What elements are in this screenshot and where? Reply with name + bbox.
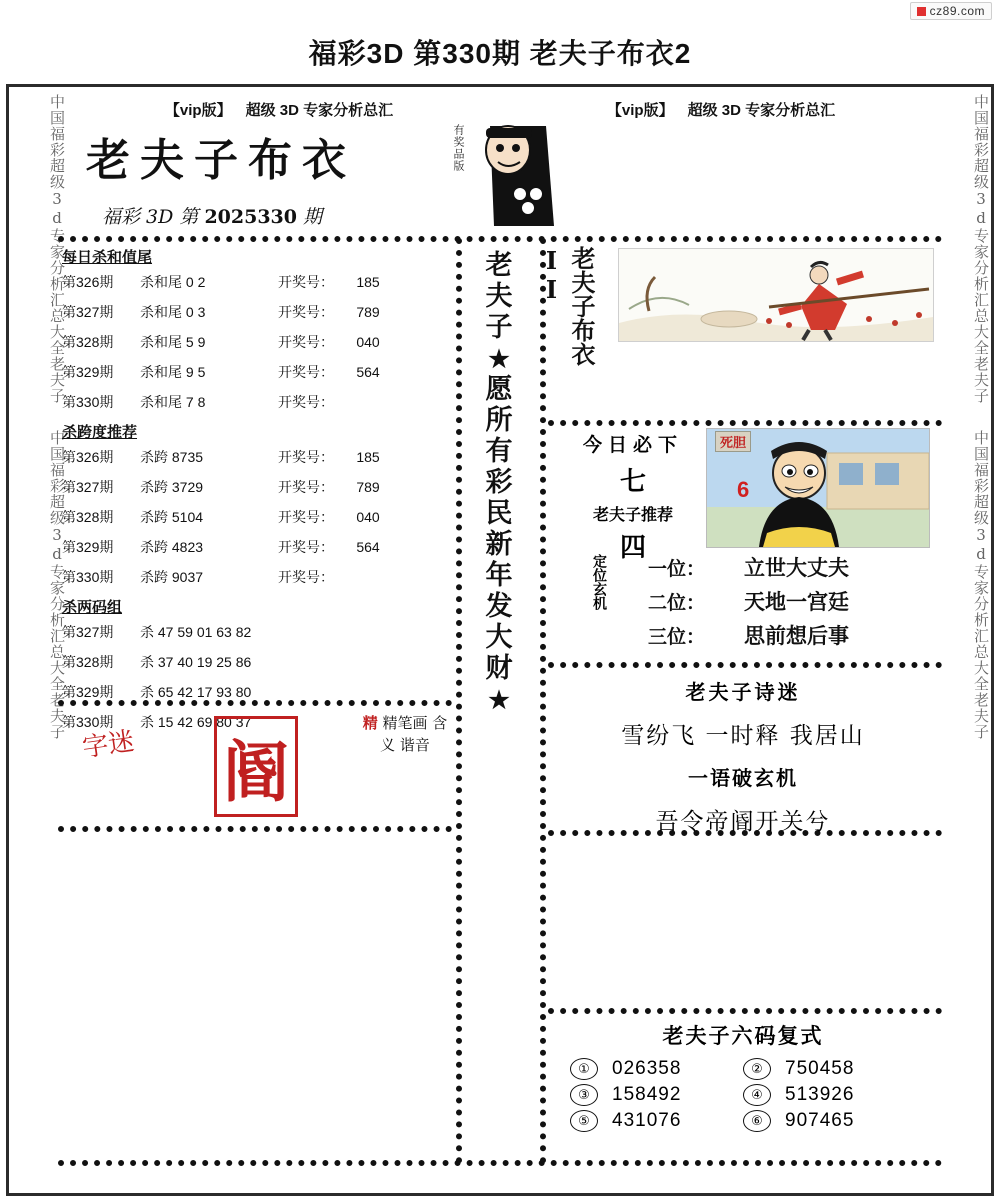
row-label: 开奖号：	[278, 304, 334, 320]
right-decor-column	[934, 90, 990, 1190]
slogan-char: ★	[488, 685, 510, 714]
row-issue: 第326期	[62, 449, 114, 465]
code-index: ⑥	[743, 1110, 771, 1132]
row-issue: 第330期	[62, 569, 114, 585]
square-icon	[917, 7, 926, 16]
vip-left	[58, 96, 500, 122]
code-index: ⑤	[570, 1110, 598, 1132]
slogan-char: 老	[485, 250, 513, 281]
list-item	[743, 1084, 916, 1106]
right-decor-text-2: 中国福彩超级3d专家分析汇总大全老夫子	[972, 430, 990, 740]
row-issue: 第327期	[62, 304, 114, 320]
row-issue: 第328期	[62, 654, 114, 670]
calligraphy-note-red: 精	[362, 714, 378, 732]
table-row	[62, 472, 450, 502]
row-issue: 第329期	[62, 539, 114, 555]
row-value: 185	[356, 449, 380, 465]
dead-tag: 死胆	[715, 431, 751, 452]
issue-prefix: 福彩 3D 第	[102, 206, 199, 228]
calligraphy-note	[362, 712, 448, 756]
row-issue: 第330期	[62, 714, 114, 730]
brand-name: 老夫子布衣	[86, 135, 356, 186]
row-kill: 杀和尾 9 5	[140, 364, 206, 380]
list-item	[743, 1110, 916, 1132]
calligraphy-char: 阍	[214, 716, 298, 817]
row-kill: 杀 47 59 01 63 82	[140, 624, 252, 640]
code-index: ③	[570, 1084, 598, 1106]
code-value: 750458	[785, 1058, 855, 1079]
section1-rows	[62, 267, 450, 417]
row-value: 185	[356, 274, 380, 290]
code-index: ①	[570, 1058, 598, 1080]
six-code-grid	[548, 1058, 938, 1132]
watermark-text: cz89.com	[929, 4, 985, 18]
position-row	[648, 584, 849, 618]
poem-title: 老夫子诗迷	[685, 680, 801, 704]
issue-suffix: 期	[303, 206, 323, 228]
row-issue: 第329期	[62, 364, 114, 380]
slogan-char: 发	[485, 591, 513, 622]
row-label: 开奖号：	[278, 364, 334, 380]
illustration-archer	[618, 248, 934, 342]
left-data-panel	[62, 246, 450, 730]
table-row	[62, 502, 450, 532]
center-slogan	[462, 250, 536, 1150]
row-value: 564	[356, 539, 380, 555]
position-label-text: 定位玄机	[592, 554, 608, 610]
row-value: 040	[356, 509, 380, 525]
vip-left-text: 超级 3D 专家分析总汇	[245, 101, 394, 119]
left-decor-text-2: 中国福彩超级3d专家分析汇总大全老夫子	[48, 430, 66, 740]
row-issue: 第327期	[62, 479, 114, 495]
row-kill: 杀 15 42 69 80 37	[140, 714, 252, 730]
illustration-laofuzi	[706, 428, 930, 548]
today-line1: 今日必下	[582, 435, 683, 456]
site-watermark	[910, 2, 992, 20]
code-index: ②	[743, 1058, 771, 1080]
top-bar	[0, 0, 1000, 22]
list-item	[570, 1110, 743, 1132]
position-key: 一位：	[648, 558, 706, 580]
poem-box	[548, 668, 938, 835]
position-row	[648, 618, 849, 652]
issue-number: 2025330	[204, 206, 297, 228]
table-row	[62, 327, 450, 357]
issue-line	[102, 202, 452, 229]
calligraphy-script: 字迷	[80, 726, 137, 764]
brand-logo	[62, 124, 452, 232]
row-kill: 杀跨 4823	[140, 539, 204, 555]
position-list	[648, 550, 849, 652]
divider-8	[58, 1160, 942, 1166]
row-kill: 杀跨 5104	[140, 509, 204, 525]
today-big2: 四	[619, 532, 646, 562]
code-value: 513926	[785, 1084, 855, 1105]
poem-line2: 一语破玄机	[688, 766, 798, 790]
left-decor-column	[10, 90, 66, 1190]
slogan-char: ★	[488, 344, 510, 373]
table-row	[62, 267, 450, 297]
mascot-svg	[450, 120, 560, 232]
table-row	[62, 562, 450, 592]
vip-right-tag: 【vip版】	[606, 101, 674, 119]
right-top-title: 老夫子布衣II	[537, 246, 596, 366]
slogan-char: 所	[485, 405, 513, 436]
row-value: 789	[356, 479, 380, 495]
row-kill: 杀和尾 0 2	[140, 274, 206, 290]
row-label: 开奖号：	[278, 539, 334, 555]
right-decor-text: 中国福彩超级3d专家分析汇总大全老夫子	[972, 94, 990, 404]
left-decor-text: 中国福彩超级3d专家分析汇总大全老夫子	[48, 94, 66, 404]
row-value: 789	[356, 304, 380, 320]
slogan-char: 年	[485, 560, 513, 591]
mascot-illustration	[450, 120, 560, 232]
position-value: 思前想后事	[744, 625, 849, 648]
list-item	[570, 1084, 743, 1106]
row-kill: 杀和尾 5 9	[140, 334, 206, 350]
table-row	[62, 357, 450, 387]
position-key: 二位：	[648, 592, 706, 614]
row-issue: 第328期	[62, 334, 114, 350]
row-kill: 杀跨 3729	[140, 479, 204, 495]
slogan-char: 夫	[485, 281, 513, 312]
pic-number: 6	[737, 477, 750, 502]
slogan-char: 财	[485, 653, 513, 684]
section1-title: 每日杀和值尾	[62, 248, 153, 266]
row-issue: 第327期	[62, 624, 114, 640]
row-label: 开奖号：	[278, 509, 334, 525]
table-row	[62, 442, 450, 472]
row-kill: 杀 65 42 17 93 80	[140, 684, 252, 700]
list-item	[570, 1058, 743, 1080]
table-row	[62, 617, 450, 647]
calligraphy-box	[62, 706, 450, 822]
row-value: 564	[356, 364, 380, 380]
row-label: 开奖号：	[278, 334, 334, 350]
row-label: 开奖号：	[278, 274, 334, 290]
row-label: 开奖号：	[278, 479, 334, 495]
six-code-box	[548, 1014, 938, 1140]
row-kill: 杀和尾 7 8	[140, 394, 206, 410]
list-item	[743, 1058, 916, 1080]
vip-right-text: 超级 3D 专家分析总汇	[687, 101, 836, 119]
vip-strip	[58, 96, 942, 122]
row-label: 开奖号：	[278, 394, 334, 410]
row-issue: 第330期	[62, 394, 114, 410]
today-big: 七	[619, 466, 646, 496]
position-key: 三位：	[648, 626, 706, 648]
code-value: 158492	[612, 1084, 682, 1105]
code-value: 431076	[612, 1110, 682, 1131]
page-title: 福彩3D 第330期 老夫子布衣2	[308, 38, 692, 69]
calligraphy-note-text: 精笔画 含义 谐音	[380, 714, 448, 754]
today-recommend	[558, 430, 708, 564]
slogan-char: 新	[485, 529, 513, 560]
row-label: 开奖号：	[278, 449, 334, 465]
right-top-box	[537, 240, 938, 420]
section2-rows	[62, 442, 450, 592]
vip-left-tag: 【vip版】	[164, 101, 232, 119]
position-value: 天地一宫廷	[744, 591, 849, 614]
slogan-char: 大	[485, 622, 513, 653]
row-kill: 杀跨 8735	[140, 449, 204, 465]
row-value: 040	[356, 334, 380, 350]
row-kill: 杀 37 40 19 25 86	[140, 654, 252, 670]
six-code-title: 老夫子六码复式	[662, 1023, 824, 1048]
code-value: 026358	[612, 1058, 682, 1079]
row-issue: 第328期	[62, 509, 114, 525]
position-row	[648, 550, 849, 584]
slogan-char: 愿	[485, 374, 513, 405]
right-mid-box	[548, 426, 938, 662]
row-issue: 第329期	[62, 684, 114, 700]
poem-line3: 吾令帝阍开关兮	[655, 809, 831, 835]
code-value: 907465	[785, 1110, 855, 1131]
code-index: ④	[743, 1084, 771, 1106]
slogan-char: 彩	[485, 467, 513, 498]
table-row	[62, 387, 450, 417]
row-kill: 杀和尾 0 3	[140, 304, 206, 320]
archer-svg	[619, 249, 933, 341]
slogan-char: 有	[485, 436, 513, 467]
section2-title: 杀跨度推荐	[62, 423, 138, 441]
slogan-char: 子	[485, 312, 513, 343]
table-row	[62, 297, 450, 327]
vip-right	[500, 96, 942, 122]
table-row	[62, 647, 450, 677]
table-row	[62, 677, 450, 707]
page-title-bar	[40, 24, 960, 80]
position-label	[560, 554, 640, 614]
row-label: 开奖号：	[278, 569, 334, 585]
row-issue: 第326期	[62, 274, 114, 290]
today-line2: 老夫子推荐	[592, 507, 673, 524]
position-value: 立世大丈夫	[744, 557, 849, 580]
table-row	[62, 532, 450, 562]
slogan-char: 民	[485, 498, 513, 529]
divider-vert-right	[540, 238, 546, 1164]
divider-7	[58, 826, 452, 832]
poem-line1: 雪纷飞 一时释 我居山	[621, 723, 865, 749]
row-kill: 杀跨 9037	[140, 569, 204, 585]
mascot-tag: 有奖品版	[452, 124, 464, 172]
section3-title: 杀两码组	[62, 598, 123, 616]
